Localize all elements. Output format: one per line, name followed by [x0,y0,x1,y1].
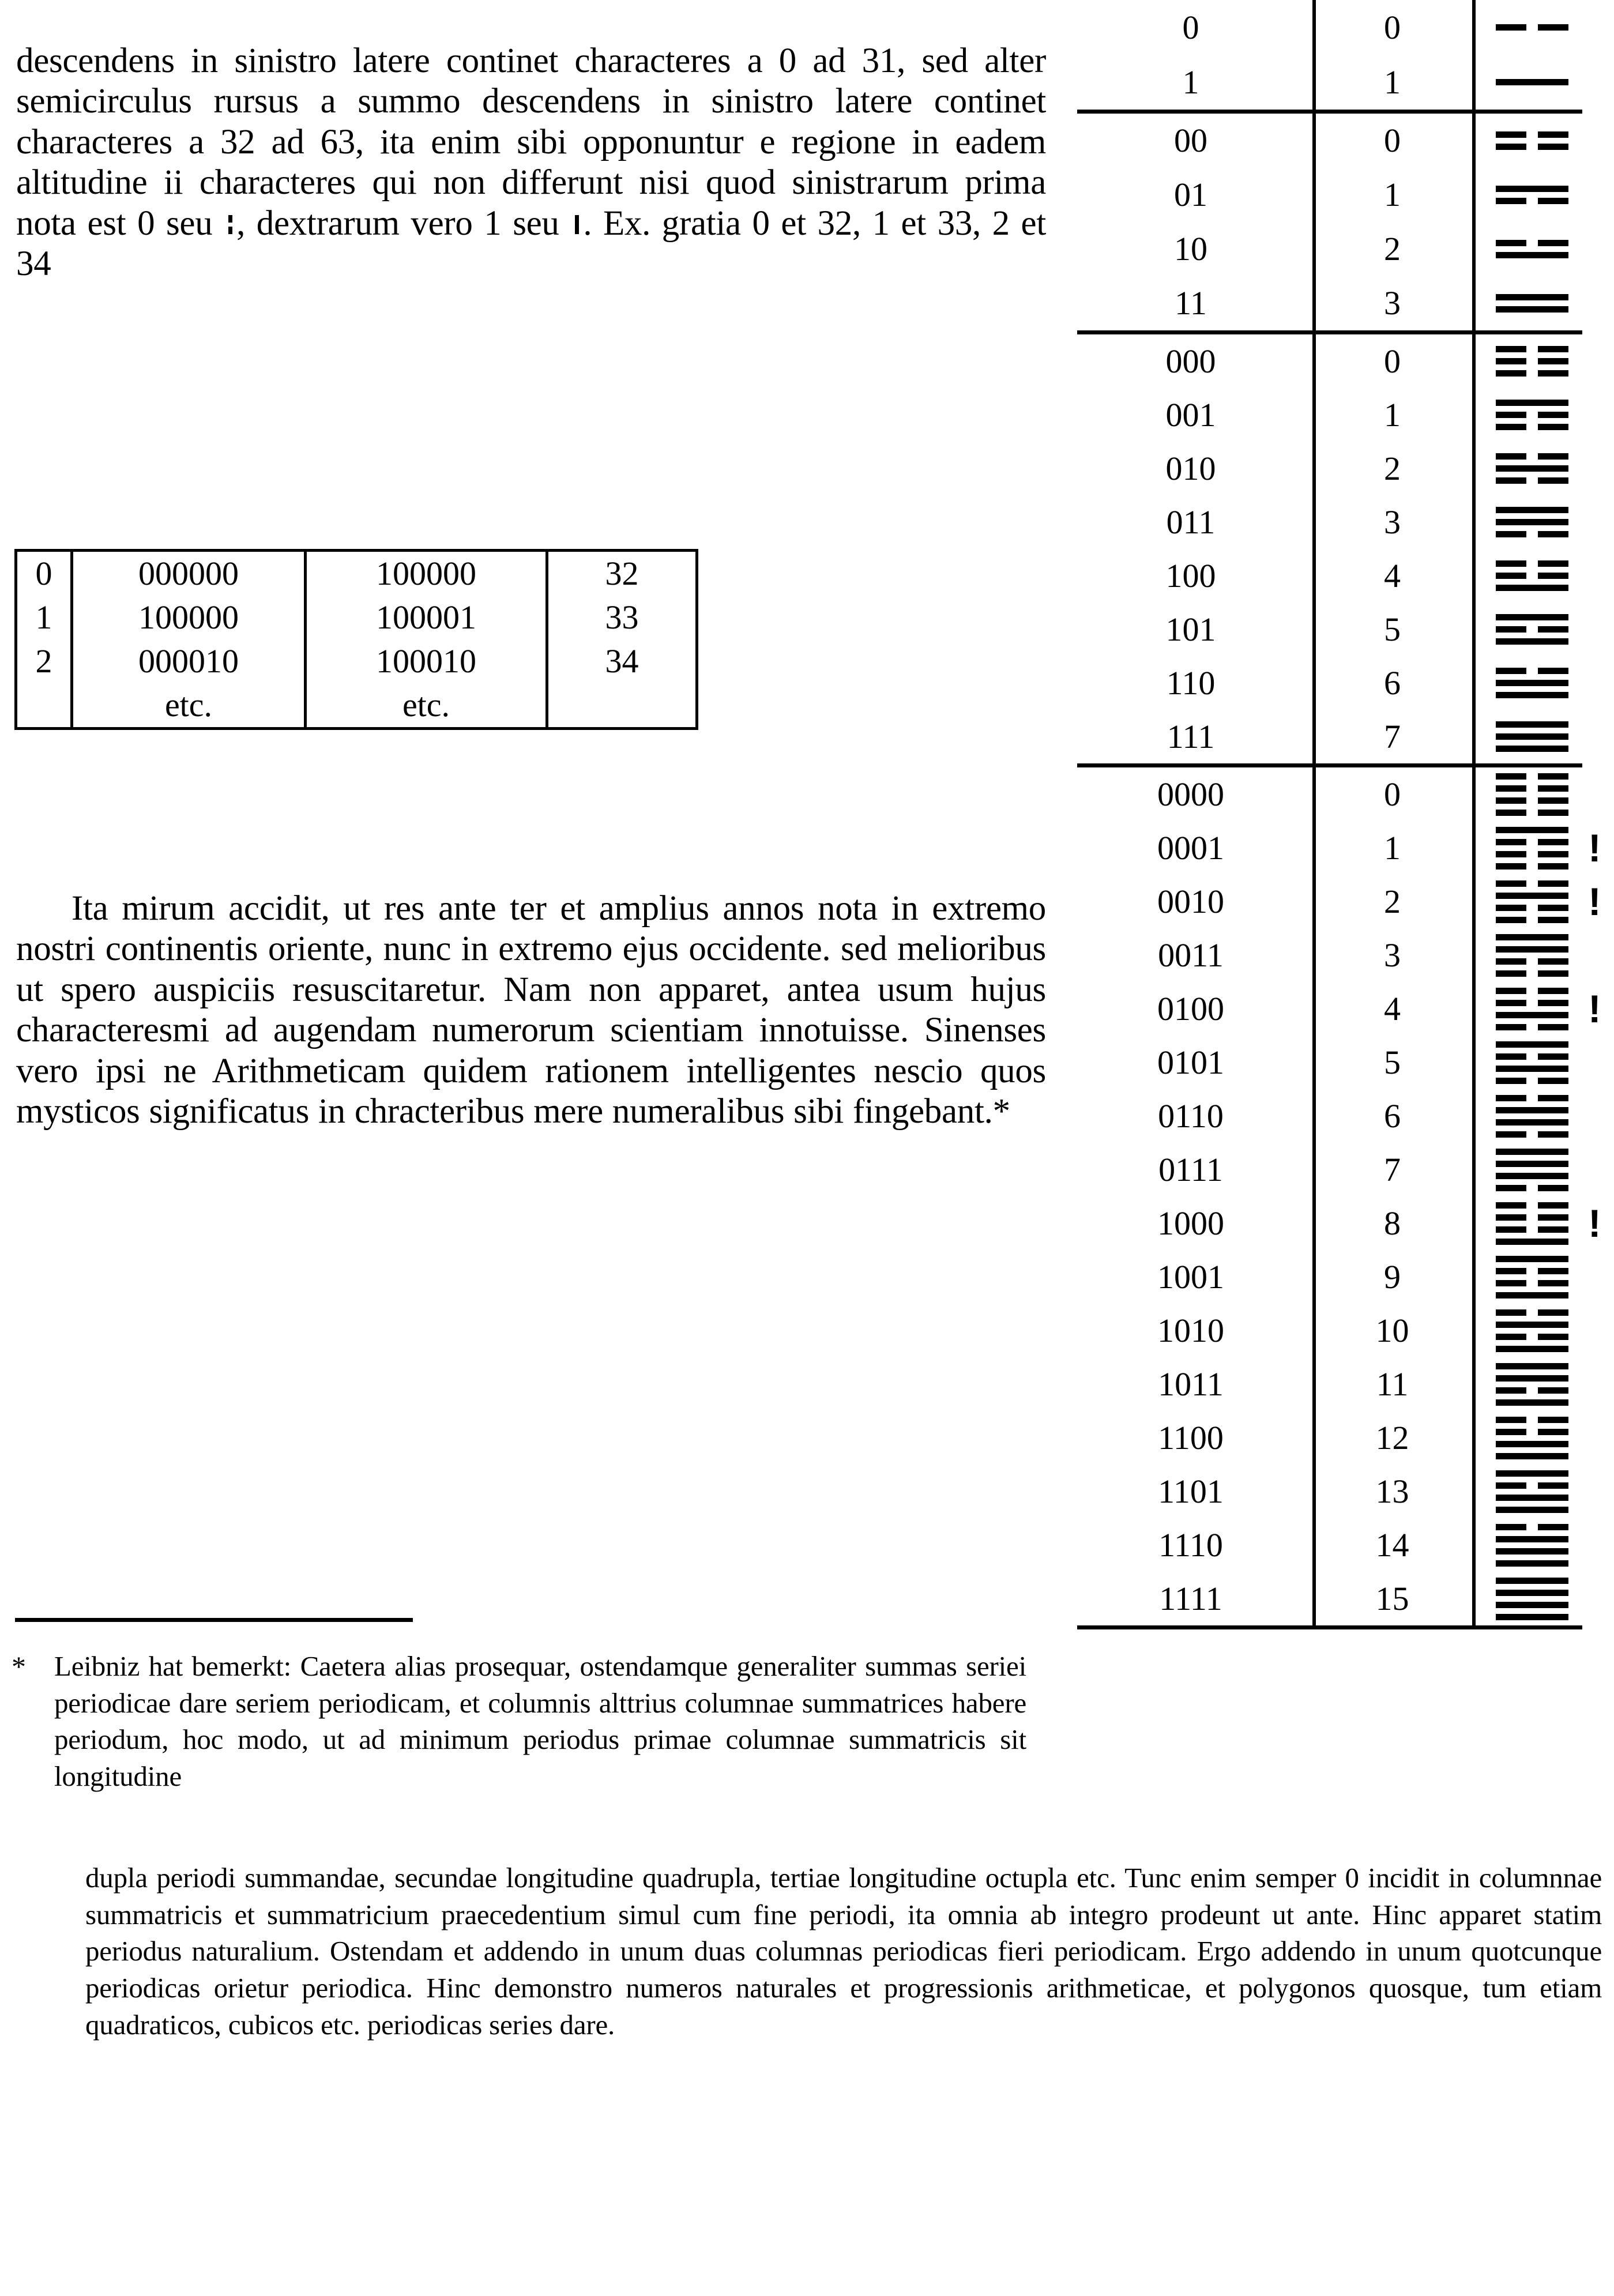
table-row [1077,875,1601,928]
yin-line-icon [1496,144,1568,150]
hexagram-glyph-icon [1472,558,1582,594]
yang-line-icon [1496,1507,1568,1513]
yin-line-icon [1496,1280,1568,1286]
table-row [1077,1572,1582,1625]
hexagram-glyph-icon [1472,343,1582,379]
yin-line-icon [1496,1482,1568,1489]
hex-row-binary: 011 [1166,503,1216,541]
small-table-left: 000010 [72,639,306,683]
hex-row-binary: 0100 [1157,989,1224,1027]
hex-table-group-2bit [1077,114,1582,330]
yang-line-icon [1496,519,1568,525]
yin-line-icon [1496,1185,1568,1191]
yin-line-icon [1496,1053,1568,1060]
hexagram-glyph-icon [1472,1575,1582,1623]
hex-row-decimal: 10 [1375,1311,1409,1349]
hex-row-decimal: 1 [1384,396,1401,434]
footnote-separator-rule [15,1618,413,1622]
hexagram-glyph-icon [1472,1360,1582,1409]
hex-row-decimal: 2 [1384,230,1401,268]
small-table-left: 100000 [72,596,306,639]
hex-row-binary: 1 [1182,63,1199,101]
yang-line-icon [1496,893,1568,899]
table-row [1077,114,1582,168]
yang-line-icon [1496,400,1568,406]
hexagram-glyph-icon [1472,21,1582,33]
hex-row-binary: 0101 [1157,1043,1224,1081]
hex-table-group-1bit [1077,0,1582,110]
yang-line-icon [1496,1560,1568,1567]
small-table-index [16,683,72,729]
hexagram-glyph-icon [1472,878,1582,926]
hexagram-glyph-icon [1472,1521,1582,1569]
yang-line-icon [1496,827,1568,833]
hex-row-binary: 10 [1174,230,1207,268]
hex-row-decimal: 0 [1384,8,1401,46]
footnote-marker: * [12,1650,26,1683]
yin-line-icon [1496,198,1568,204]
yang-line-icon [1496,721,1568,728]
exclamation-annotation: ! [1588,987,1601,1031]
yin-line-icon [1496,560,1568,567]
table-row [1077,495,1582,549]
small-table-index: 2 [16,639,72,683]
yin-line-icon [1496,1524,1568,1530]
hexagram-glyph-icon [1472,718,1582,755]
hex-row-binary: 0010 [1157,882,1224,920]
small-table-right: 100000 [306,551,547,596]
yang-line-icon [1496,306,1568,313]
hexagram-glyph-icon [1472,665,1582,701]
small-table-right: etc. [306,683,547,729]
table-row [1077,549,1582,603]
yin-line-icon [1496,851,1568,857]
hexagram-glyph-icon [1472,1414,1582,1462]
yang-line-icon [1496,1590,1568,1596]
yang-line-icon [1496,946,1568,953]
table-row [1077,1465,1582,1518]
hex-row-binary: 1001 [1157,1258,1224,1296]
yang-line-icon [1496,1292,1568,1298]
hex-row-decimal: 1 [1384,829,1401,867]
yin-line-icon [1496,1417,1568,1423]
small-table-dec: 32 [605,555,639,592]
yang-line-icon [1496,692,1568,698]
exclamation-annotation: ! [1588,879,1601,924]
yin-line-icon [1496,917,1568,923]
yang-line-icon [1496,1578,1568,1584]
hex-row-binary: 0011 [1158,936,1224,974]
hexagram-glyph-icon [1472,450,1582,487]
hex-table-separator-rule [1077,330,1582,334]
hexagram-glyph-icon [1472,611,1582,648]
hexagram-glyph-icon [1472,183,1582,207]
hex-row-decimal: 1 [1384,176,1401,213]
hex-row-decimal: 5 [1384,610,1401,648]
table-row [1077,388,1582,442]
yin-line-icon [1496,573,1568,579]
yang-line-icon [1496,638,1568,645]
yin-line-icon [1496,24,1568,31]
yin-line-icon [1496,424,1568,430]
table-row [1077,334,1582,388]
yang-line-icon [1496,1375,1568,1382]
yang-line-icon [1496,465,1568,472]
hex-row-binary: 010 [1165,449,1216,487]
table-row [1077,982,1601,1036]
hex-row-binary: 000 [1165,342,1216,380]
continuation-paragraph: dupla periodi summandae, secundae longitudine quadrupla, tertiae longitudine octupla etc. Tunc enim semper 0 incidit in columnnae summatricis et summatricium praecedentium simul cum fine periodi, ita omnia ab integro prodeunt ut ante. Hinc apparet statim periodus naturalium. Ostendam et addendo in unum duas columnas periodicas fieri periodicam. Ergo addendo in unum quotcunque periodicas orietur periodica. Hinc demonstro numeros naturales et progressionis arithmeticae, et polygonos quosque, tum etiam quadraticos, cubicos etc. periodicas series dare. [85,1862,1602,2041]
hex-row-decimal: 13 [1375,1472,1409,1510]
hex-row-decimal: 3 [1384,936,1401,974]
yin-line-icon [1496,131,1568,138]
yin-line-icon [1496,1268,1568,1274]
hex-row-binary: 001 [1165,396,1216,434]
yang-line-icon [1496,1441,1568,1447]
yin-line-icon [1496,477,1568,484]
hex-row-decimal: 12 [1375,1418,1409,1456]
hexagram-glyph-icon [1472,824,1582,872]
hex-row-binary: 01 [1174,176,1207,213]
table-row [1077,1036,1582,1089]
table-row [1077,767,1582,821]
yin-line-icon [1496,1024,1568,1030]
hexagram-glyph-icon [1472,770,1582,819]
hex-row-binary: 1011 [1158,1365,1224,1403]
hex-row-decimal: 4 [1384,989,1401,1027]
hex-row-decimal: 1 [1384,63,1401,101]
yin-line-icon [1496,1334,1568,1340]
hex-row-binary: 1100 [1158,1418,1224,1456]
yin-line-icon [1496,1078,1568,1084]
hex-row-decimal: 6 [1384,1097,1401,1135]
yang-line-icon [1496,1239,1568,1245]
yang-line-icon [1496,1470,1568,1477]
yin-line-icon [1496,370,1568,377]
hex-row-binary: 101 [1165,610,1216,648]
yin-line-icon [1496,626,1568,633]
small-table-right: 100010 [306,639,547,683]
yin-line-icon [1496,1429,1568,1435]
yin-line-icon [1496,773,1568,780]
hex-row-binary: 0 [1182,8,1199,46]
yin-line-icon [1496,1095,1568,1101]
hex-row-decimal: 0 [1384,122,1401,159]
small-table-body [16,551,697,729]
hexagram-glyph-icon [1472,1467,1582,1516]
table-row [1077,928,1582,982]
table-row [16,639,697,683]
hex-row-decimal: 5 [1384,1043,1401,1081]
yin-line-icon [1496,240,1568,246]
yang-line-icon [1496,1173,1568,1179]
yang-line-icon [1496,1614,1568,1620]
hex-table-group-3bit [1077,334,1582,763]
small-table-left: 000000 [72,551,306,596]
yang-line-icon [1496,1495,1568,1501]
yang-line-icon [1496,1548,1568,1554]
yin-line-icon [1496,1226,1568,1233]
yang-line-icon [1496,1399,1568,1406]
yin-line-icon [1496,453,1568,460]
yin-line-icon [1496,1214,1568,1221]
table-row [1077,276,1582,330]
yang-line-icon [1496,680,1568,686]
small-table-dec: 33 [605,599,639,636]
yang-line-icon [1496,1161,1568,1167]
table-row [1077,1196,1601,1250]
hexagram-glyph-icon [1472,1199,1582,1248]
yang-line-icon [1496,934,1568,940]
hex-row-decimal: 7 [1384,1150,1401,1188]
yin-line-icon [1496,785,1568,792]
hex-row-binary: 1101 [1158,1472,1224,1510]
table-row [1077,0,1582,55]
yang-line-icon [1496,1322,1568,1328]
small-table-index: 1 [16,596,72,639]
paragraph-descendens [16,41,1046,285]
hex-row-binary: 1110 [1158,1526,1223,1564]
hex-row-decimal: 15 [1375,1579,1409,1617]
yang-line-icon [1496,1012,1568,1018]
yin-line-icon [1496,358,1568,364]
paragraph-descendens-part-1: descendens in sinistro latere continet characteres a 0 ad 31, sed alter semicirculus rursus a summo descendens in sinistro latere continet characteres a 32 ad 63, ita enim sibi opponuntur e regione in eadem altitudine ii characteres qui non differunt nisi quod sinistrarum prima nota est 0 seu [16,42,1046,243]
yin-line-icon [1496,863,1568,870]
yin-line-icon [1496,988,1568,994]
footnote [12,1648,1026,1795]
yin-line-icon [1496,905,1568,911]
yin-line-icon [1496,839,1568,845]
small-table-dec [547,683,697,729]
hexagram-glyph-icon [1472,1038,1582,1087]
yang-line-icon [1496,746,1568,752]
yin-line-icon [1496,1387,1568,1394]
yin-line-icon [1496,346,1568,352]
yang-line-icon [1496,1536,1568,1542]
table-row [1077,656,1582,710]
yang-line-icon [1496,252,1568,258]
hex-row-decimal: 4 [1384,556,1401,594]
table-row [1077,1518,1582,1572]
hexagram-glyph-icon [1472,1092,1582,1141]
yang-line-icon [1496,1346,1568,1352]
hex-row-decimal: 2 [1384,882,1401,920]
hex-row-decimal: 7 [1384,717,1401,755]
binary-correspondence-table [14,549,698,730]
small-table-left: etc. [72,683,306,729]
table-row [1077,1304,1582,1357]
yin-line-icon [1496,970,1568,977]
hex-row-decimal: 2 [1384,449,1401,487]
hex-row-binary: 1111 [1159,1579,1222,1617]
yin-line-icon [1496,1202,1568,1209]
hexagram-glyph-icon [1472,76,1582,88]
hexagram-glyph-icon [1472,931,1582,980]
hex-row-decimal: 0 [1384,775,1401,813]
yang-line-icon [1496,1107,1568,1113]
table-row [1077,1411,1582,1465]
yin-mark-icon [225,214,235,237]
table-row [1077,1089,1582,1143]
yin-line-icon [1496,880,1568,887]
hex-row-binary: 110 [1166,664,1216,702]
hex-row-binary: 0111 [1158,1150,1223,1188]
hexagram-glyph-icon [1472,129,1582,153]
hex-row-decimal: 9 [1384,1258,1401,1296]
small-table-dec: 34 [605,642,639,680]
yang-line-icon [1496,614,1568,620]
small-table-index: 0 [16,551,72,596]
hex-table-bottom-rule [1077,1625,1582,1629]
exclamation-annotation: ! [1588,1201,1601,1245]
paragraph-descendens-part-2: , dextrarum vero 1 seu [236,204,571,243]
hex-row-decimal: 8 [1384,1204,1401,1242]
yang-line-icon [1496,1453,1568,1459]
hexagram-glyph-icon [1472,1307,1582,1355]
yang-line-icon [1496,1066,1568,1072]
yin-line-icon [1496,810,1568,816]
yang-line-icon [1496,1256,1568,1262]
hex-row-binary: 111 [1167,717,1215,755]
table-row [1077,222,1582,276]
yang-mark-icon [572,214,581,237]
hex-row-binary: 00 [1174,122,1207,159]
hexagram-glyph-icon [1472,237,1582,261]
hexagram-glyph-icon [1472,985,1582,1033]
hex-row-binary: 0000 [1157,775,1224,813]
hexagram-glyph-icon [1472,1253,1582,1301]
yang-line-icon [1496,1041,1568,1048]
yang-line-icon [1496,507,1568,513]
small-table-right: 100001 [306,596,547,639]
footnote-line [12,1648,1026,1795]
hex-row-binary: 11 [1175,284,1207,322]
hex-table-group-4bit [1077,767,1601,1625]
yang-line-icon [1496,294,1568,300]
footnote-text: Leibniz hat bemerkt: Caetera alias prosequar, ostendamque generaliter summas seriei periodicae dare seriem periodicam, et columnis alttrius columnae summatrices habere periodum, hoc modo, ut ad minimum periodus primae columnae summatricis sit longitudine [54,1650,1026,1793]
yang-line-icon [1496,79,1568,85]
yang-line-icon [1496,1363,1568,1369]
yin-line-icon [1496,958,1568,965]
yin-line-icon [1496,412,1568,418]
yang-line-icon [1496,186,1568,192]
hex-row-decimal: 0 [1384,342,1401,380]
hex-table-separator-rule [1077,763,1582,767]
hex-row-decimal: 3 [1384,503,1401,541]
table-row [1077,168,1582,222]
hexagram-glyph-icon [1472,397,1582,433]
yang-line-icon [1496,1149,1568,1155]
table-row [1077,442,1582,495]
table-row [16,551,697,596]
hexagram-binary-table [1077,0,1601,1629]
yin-line-icon [1496,1309,1568,1316]
exclamation-annotation: ! [1588,826,1601,870]
yang-line-icon [1496,733,1568,740]
yin-line-icon [1496,797,1568,804]
table-row [1077,603,1582,656]
hex-row-binary: 100 [1165,556,1216,594]
table-row [1077,821,1601,875]
hex-row-decimal: 3 [1384,284,1401,322]
yin-line-icon [1496,668,1568,674]
table-row [16,596,697,639]
hexagram-glyph-icon [1472,291,1582,315]
paragraph-ita-mirum: Ita mirum accidit, ut res ante ter et amplius annos nota in extremo nostri continentis oriente, nunc in extremo ejus occidente. sed melioribus ut spero auspiciis resuscitaretur. Nam non apparet, antea usum hujus characteresmi ad augendam numerorum scientiam innotuisse. Sinenses vero ipsi ne Arithmeticam quidem rationem intelligentes nescio quos mysticos significatus in chracteribus mere numeralibus sibi fingebant.* [16,889,1046,1131]
table-row [16,683,697,729]
yin-line-icon [1496,1131,1568,1138]
table-row [1077,55,1582,110]
left-text-column [16,0,1054,1787]
yin-line-icon [1496,1000,1568,1006]
table-row [1077,1143,1582,1196]
hex-row-decimal: 11 [1376,1365,1409,1403]
yang-line-icon [1496,1602,1568,1608]
yin-line-icon [1496,531,1568,537]
table-row [1077,710,1582,763]
hex-row-binary: 0001 [1157,829,1224,867]
hexagram-glyph-icon [1472,504,1582,540]
hex-table-separator-rule [1077,110,1582,114]
hex-row-binary: 1000 [1157,1204,1224,1242]
hex-row-binary: 0110 [1158,1097,1224,1135]
hex-row-binary: 1010 [1157,1311,1224,1349]
hexagram-glyph-icon [1472,1146,1582,1194]
hex-row-decimal: 6 [1384,664,1401,702]
table-row [1077,1250,1582,1304]
paragraph-descendens-part-3: . Ex. gratia 0 et 32, 1 et 33, 2 et 34 [16,204,1046,284]
hex-row-decimal: 14 [1375,1526,1409,1564]
yang-line-icon [1496,1119,1568,1126]
yang-line-icon [1496,585,1568,591]
table-row [1077,1357,1582,1411]
